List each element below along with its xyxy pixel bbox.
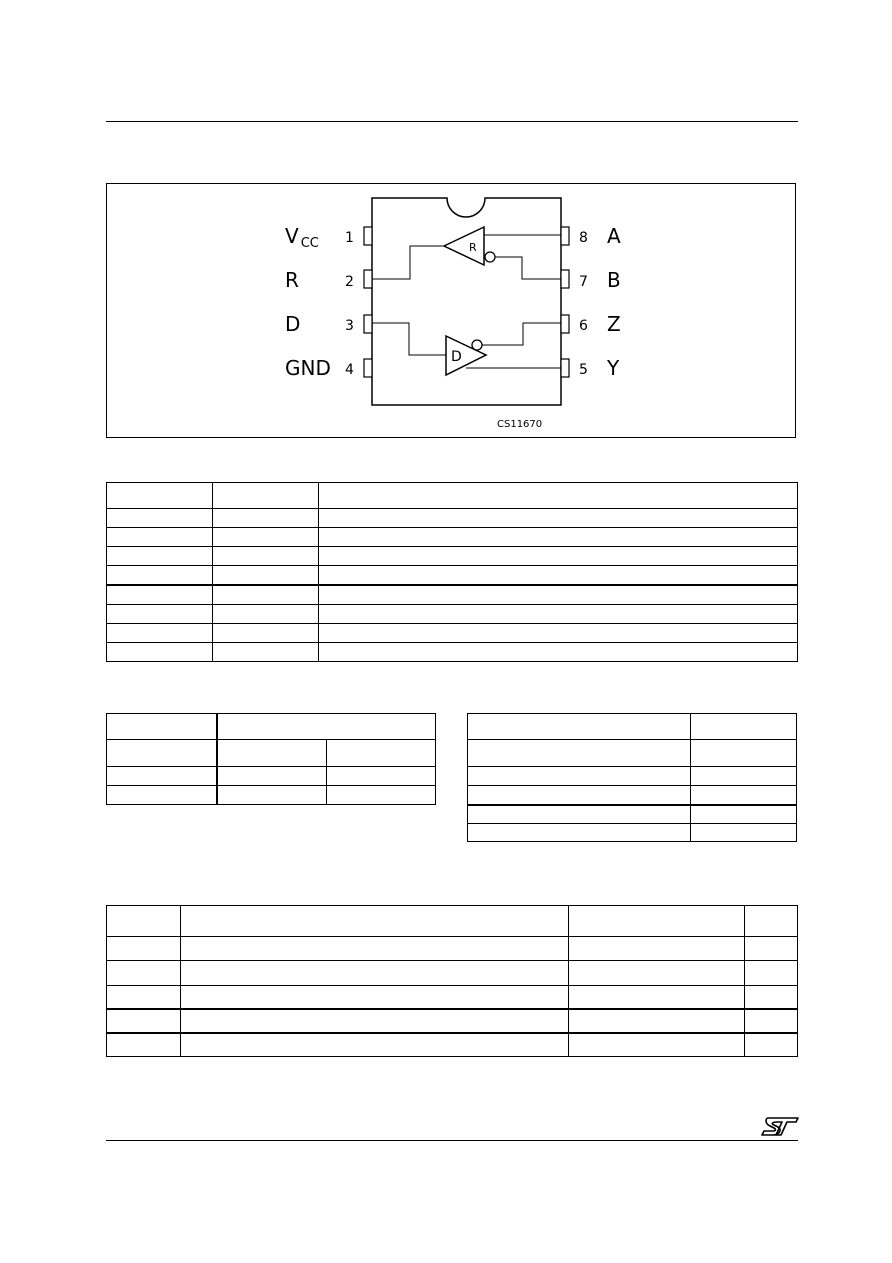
pin-5-label: Y (607, 356, 620, 380)
table-row (107, 961, 798, 985)
pin-1-label: V $_{CC}$ (285, 224, 319, 251)
table-row (107, 1009, 798, 1033)
table-row (468, 740, 797, 767)
table-row (107, 937, 798, 961)
header-rule (106, 121, 798, 122)
footer-rule (106, 1140, 798, 1141)
diagram-code: CS11670 (497, 419, 543, 430)
pin-8-number: 8 (579, 230, 588, 246)
absolute-ratings-table (106, 905, 798, 1057)
table-row (107, 906, 798, 937)
receiver-buffer-icon (444, 227, 484, 265)
pin-6-number: 6 (579, 318, 588, 334)
pin-7-number: 7 (579, 274, 588, 290)
table-row (468, 786, 797, 805)
pin-3-stub (364, 315, 372, 333)
table-row (107, 786, 436, 805)
pin-4-stub (364, 359, 372, 377)
table-row (107, 985, 798, 1009)
wire-r-out (372, 246, 444, 279)
table-row (468, 714, 797, 740)
pin-diagram-svg (107, 184, 799, 441)
st-logo-icon (760, 1115, 800, 1137)
pin-6-label: Z (607, 312, 621, 336)
pin-1-number: 1 (345, 230, 354, 246)
table-row (107, 483, 798, 509)
receiver-bubble (485, 252, 495, 262)
driver-bubble (472, 340, 482, 350)
pin-2-label: R (285, 268, 299, 292)
wire-z-out (482, 323, 561, 345)
pin-7-label: B (607, 268, 621, 292)
table-row (107, 767, 436, 786)
table-row (468, 805, 797, 824)
pin-7-stub (561, 270, 569, 288)
pin-2-number: 2 (345, 274, 354, 290)
table-row (468, 767, 797, 786)
chip-body (372, 198, 561, 405)
table-row (107, 1033, 798, 1056)
table-row (107, 714, 436, 740)
pin-1-stub (364, 227, 372, 245)
table-row (107, 509, 798, 528)
table-row (107, 566, 798, 586)
table-row (107, 585, 798, 605)
table-row (107, 740, 436, 767)
pin-description-table (106, 482, 798, 662)
pin-2-stub (364, 270, 372, 288)
pin-connection-diagram (106, 183, 796, 438)
pin-5-stub (561, 359, 569, 377)
driver-letter: D (451, 349, 462, 365)
receiver-truth-table (467, 713, 797, 842)
pin-6-stub (561, 315, 569, 333)
wire-d-in (372, 323, 446, 355)
table-row (107, 528, 798, 547)
table-row (107, 624, 798, 643)
receiver-letter: R (469, 241, 477, 254)
pin-3-label: D (285, 312, 301, 336)
pin-3-number: 3 (345, 318, 354, 334)
table-row (107, 643, 798, 662)
table-row (107, 605, 798, 624)
pin-5-number: 5 (579, 362, 588, 378)
pin-4-label: GND (285, 356, 331, 380)
pin-8-label: A (607, 224, 621, 248)
driver-truth-table (106, 713, 436, 805)
table-row (468, 824, 797, 842)
wire-b-in (495, 257, 561, 279)
pin-4-number: 4 (345, 362, 354, 378)
table-row (107, 547, 798, 566)
pin-8-stub (561, 227, 569, 245)
